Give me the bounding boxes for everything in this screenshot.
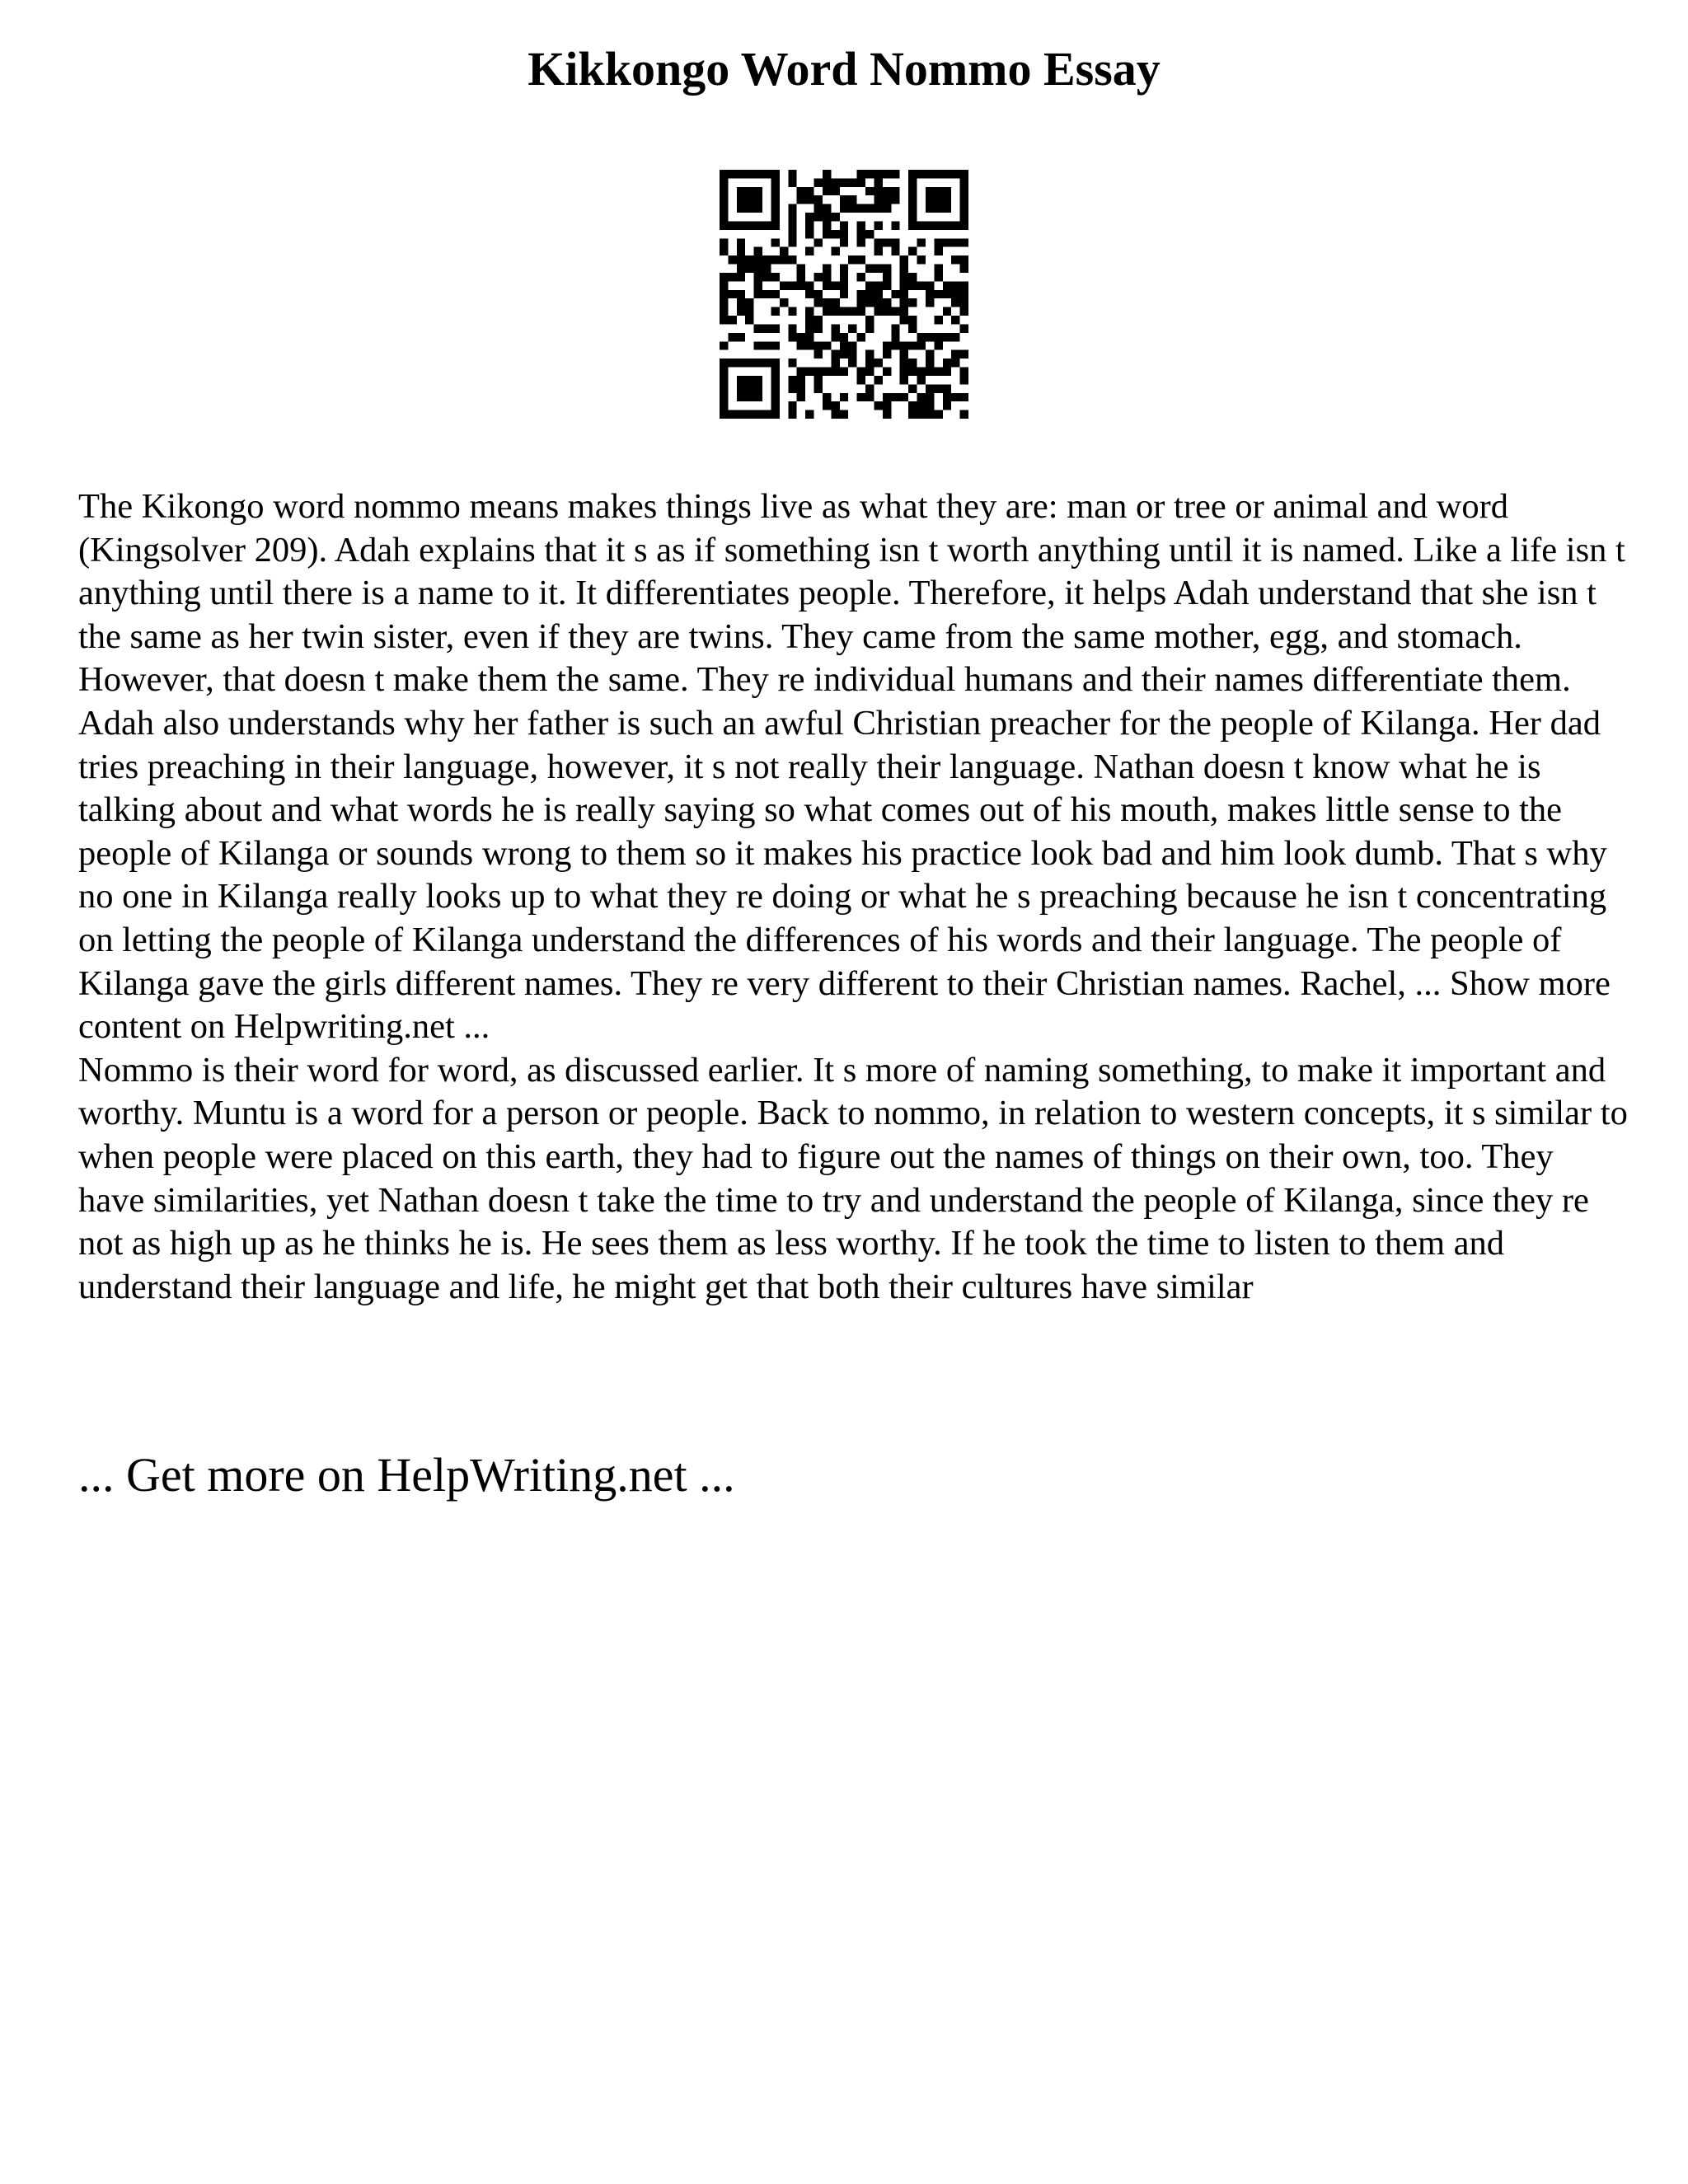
essay-paragraph-2: Nommo is their word for word, as discussed earlier. It s more of naming something, to make it important and worthy. Muntu is a word for a person or people. Back to nommo, in relation to western concepts, it s similar to when people were placed on this earth, they had to figure out the names of things on their own, too. They have similarities, yet Nathan doesn t take the time to try and understand the people of Kilanga, since they re not as high up as he thinks he is. He sees them as less worthy. If he took the time to listen to them and understand their language and life, he might get that both their cultures have similar [78,1050,1628,1306]
essay-body [78,485,1628,1309]
page-title: Kikkongo Word Nommo Essay [528,42,1160,96]
get-more-link[interactable]: ... Get more on HelpWriting.net ... [78,1448,735,1502]
essay-paragraph-1: The Kikongo word nommo means makes things live as what they are: man or tree or animal and word (Kingsolver 209). Adah explains that it s as if something isn t worth anything until it is named. Like a life isn t anything until there is a name to it. It differentiates people. Therefore, it helps Adah understand that she isn t the same as her twin sister, even if they are twins. They came from the same mother, egg, and stomach. However, that doesn t make them the same. They re individual humans and their names differentiate them. Adah also understands why her father is such an awful Christian preacher for the people of Kilanga. Her dad tries preaching in their language, however, it s not really their language. Nathan doesn t know what he is talking about and what words he is really saying so what comes out of his mouth, makes little sense to the people of Kilanga or sounds wrong to them so it makes his practice look bad and him look dumb. That s why no one in Kilanga really looks up to what they re doing or what he s preaching because he isn t concentrating on letting the people of Kilanga understand the differences of his words and their language. The people of Kilanga gave the girls different names. They re very different to their Christian names. Rachel, ... Show more content on Helpwriting.net ... [78,487,1625,1047]
qr-code-icon [720,170,968,419]
